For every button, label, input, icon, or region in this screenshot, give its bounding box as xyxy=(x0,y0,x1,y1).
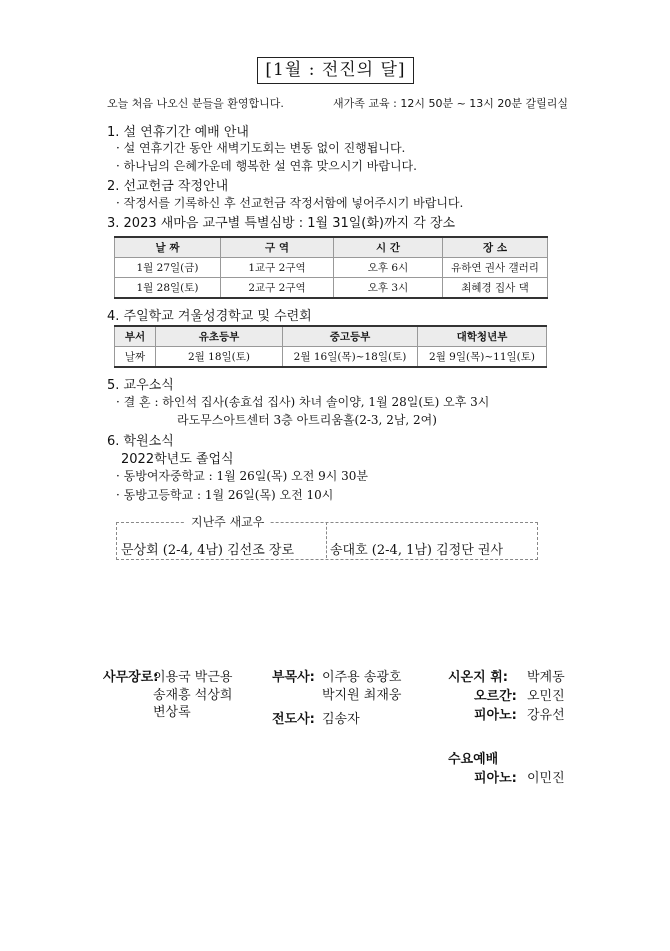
section-2-heading: 2. 선교헌금 작정안내 xyxy=(107,179,229,194)
staff-label-evangelist: 전도사: xyxy=(272,712,315,727)
section-6-line: · 동방고등학교 : 1월 26일(목) 오전 10시 xyxy=(116,488,334,502)
section-3-heading: 3. 2023 새마음 교구별 특별심방 : 1월 31일(화)까지 각 장소 xyxy=(107,216,456,231)
newcomer-entry: 문상회 (2-4, 4남) 김선조 장로 xyxy=(121,543,295,558)
visitation-table xyxy=(114,236,548,299)
staff-names: 오민진 xyxy=(527,689,565,704)
table-cell: 2월 18일(토) xyxy=(156,347,283,368)
staff-names: 김송자 xyxy=(322,712,360,727)
section-2-line: · 작정서를 기록하신 후 선교헌금 작정서함에 넣어주시기 바랍니다. xyxy=(116,196,464,210)
staff-names: 박계동 xyxy=(527,670,565,685)
table-cell: 최혜경 집사 댁 xyxy=(443,278,548,299)
staff-label-piano: 피아노: xyxy=(474,708,517,723)
table-cell: 오후 6시 xyxy=(334,258,443,278)
section-6-heading: 6. 학원소식 xyxy=(107,434,174,449)
newfamily-text: 새가족 교육 : 12시 50분 ~ 13시 20분 갈릴리실 xyxy=(333,97,569,110)
section-6-line: · 동방여자중학교 : 1월 26일(목) 오전 9시 30분 xyxy=(116,469,369,483)
table-row xyxy=(115,258,548,278)
table-row xyxy=(115,347,547,368)
section-4-heading: 4. 주일학교 겨울성경학교 및 수련회 xyxy=(107,309,312,324)
table-header-cell: 구 역 xyxy=(221,237,334,258)
staff-names: 이민진 xyxy=(527,771,565,786)
camp-table xyxy=(114,325,547,368)
table-header-cell: 유초등부 xyxy=(156,326,283,347)
table-header-cell: 중고등부 xyxy=(283,326,418,347)
welcome-text: 오늘 처음 나오신 분들을 환영합니다. xyxy=(107,97,284,110)
staff-names: 강유선 xyxy=(527,708,565,723)
section-5-heading: 5. 교우소식 xyxy=(107,378,174,393)
section-1-line: · 하나님의 은혜가운데 행복한 설 연휴 맞으시기 바랍니다. xyxy=(116,159,417,173)
table-header-row xyxy=(115,326,547,347)
table-cell: 1월 28일(토) xyxy=(115,278,221,299)
newcomer-entry: 송대호 (2-4, 1남) 김정단 권사 xyxy=(330,543,504,558)
table-cell: 2월 9일(목)~11일(토) xyxy=(418,347,547,368)
table-row xyxy=(115,278,548,299)
staff-names: 변상록 xyxy=(153,705,191,720)
table-header-cell: 부서 xyxy=(115,326,156,347)
table-cell: 날짜 xyxy=(115,347,156,368)
staff-label-conductor: 시온지 휘: xyxy=(448,670,508,685)
section-1-line: · 설 연휴기간 동안 새벽기도회는 변동 없이 진행됩니다. xyxy=(116,141,406,155)
section-5-line: 라도무스아트센터 3층 아트리움홀(2-3, 2남, 2여) xyxy=(177,413,437,427)
staff-label-elders: 사무장로: xyxy=(103,670,159,685)
wednesday-service-title: 수요예배 xyxy=(448,752,499,767)
table-cell: 2교구 2구역 xyxy=(221,278,334,299)
staff-label-wed-piano: 피아노: xyxy=(474,771,517,786)
table-header-cell: 대학청년부 xyxy=(418,326,547,347)
table-cell: 1월 27일(금) xyxy=(115,258,221,278)
table-header-cell: 날 짜 xyxy=(115,237,221,258)
staff-names: 이주용 송광호 xyxy=(322,670,402,685)
newcomers-label: 지난주 새교우 xyxy=(185,513,270,530)
table-cell: 1교구 2구역 xyxy=(221,258,334,278)
section-6-sub: 2022학년도 졸업식 xyxy=(121,452,234,467)
page-title: [1월 : 전진의 달] xyxy=(257,57,414,84)
staff-names: 송재흥 석상희 xyxy=(153,688,233,703)
section-5-line: · 결 혼 : 하인석 집사(송효섭 집사) 차녀 솔이양, 1월 28일(토) 오후 3시 xyxy=(116,395,490,409)
section-1-heading: 1. 설 연휴기간 예배 안내 xyxy=(107,125,249,140)
table-header-cell: 시 간 xyxy=(334,237,443,258)
staff-names: 박지원 최재웅 xyxy=(322,688,402,703)
table-cell: 오후 3시 xyxy=(334,278,443,299)
table-header-cell: 장 소 xyxy=(443,237,548,258)
staff-label-associate-pastors: 부목사: xyxy=(272,670,315,685)
staff-label-organ: 오르간: xyxy=(474,689,517,704)
staff-names: 이용국 박근용 xyxy=(153,670,233,685)
table-cell: 유하연 권사 갤러리 xyxy=(443,258,548,278)
table-header-row xyxy=(115,237,548,258)
table-cell: 2월 16일(목)~18일(토) xyxy=(283,347,418,368)
